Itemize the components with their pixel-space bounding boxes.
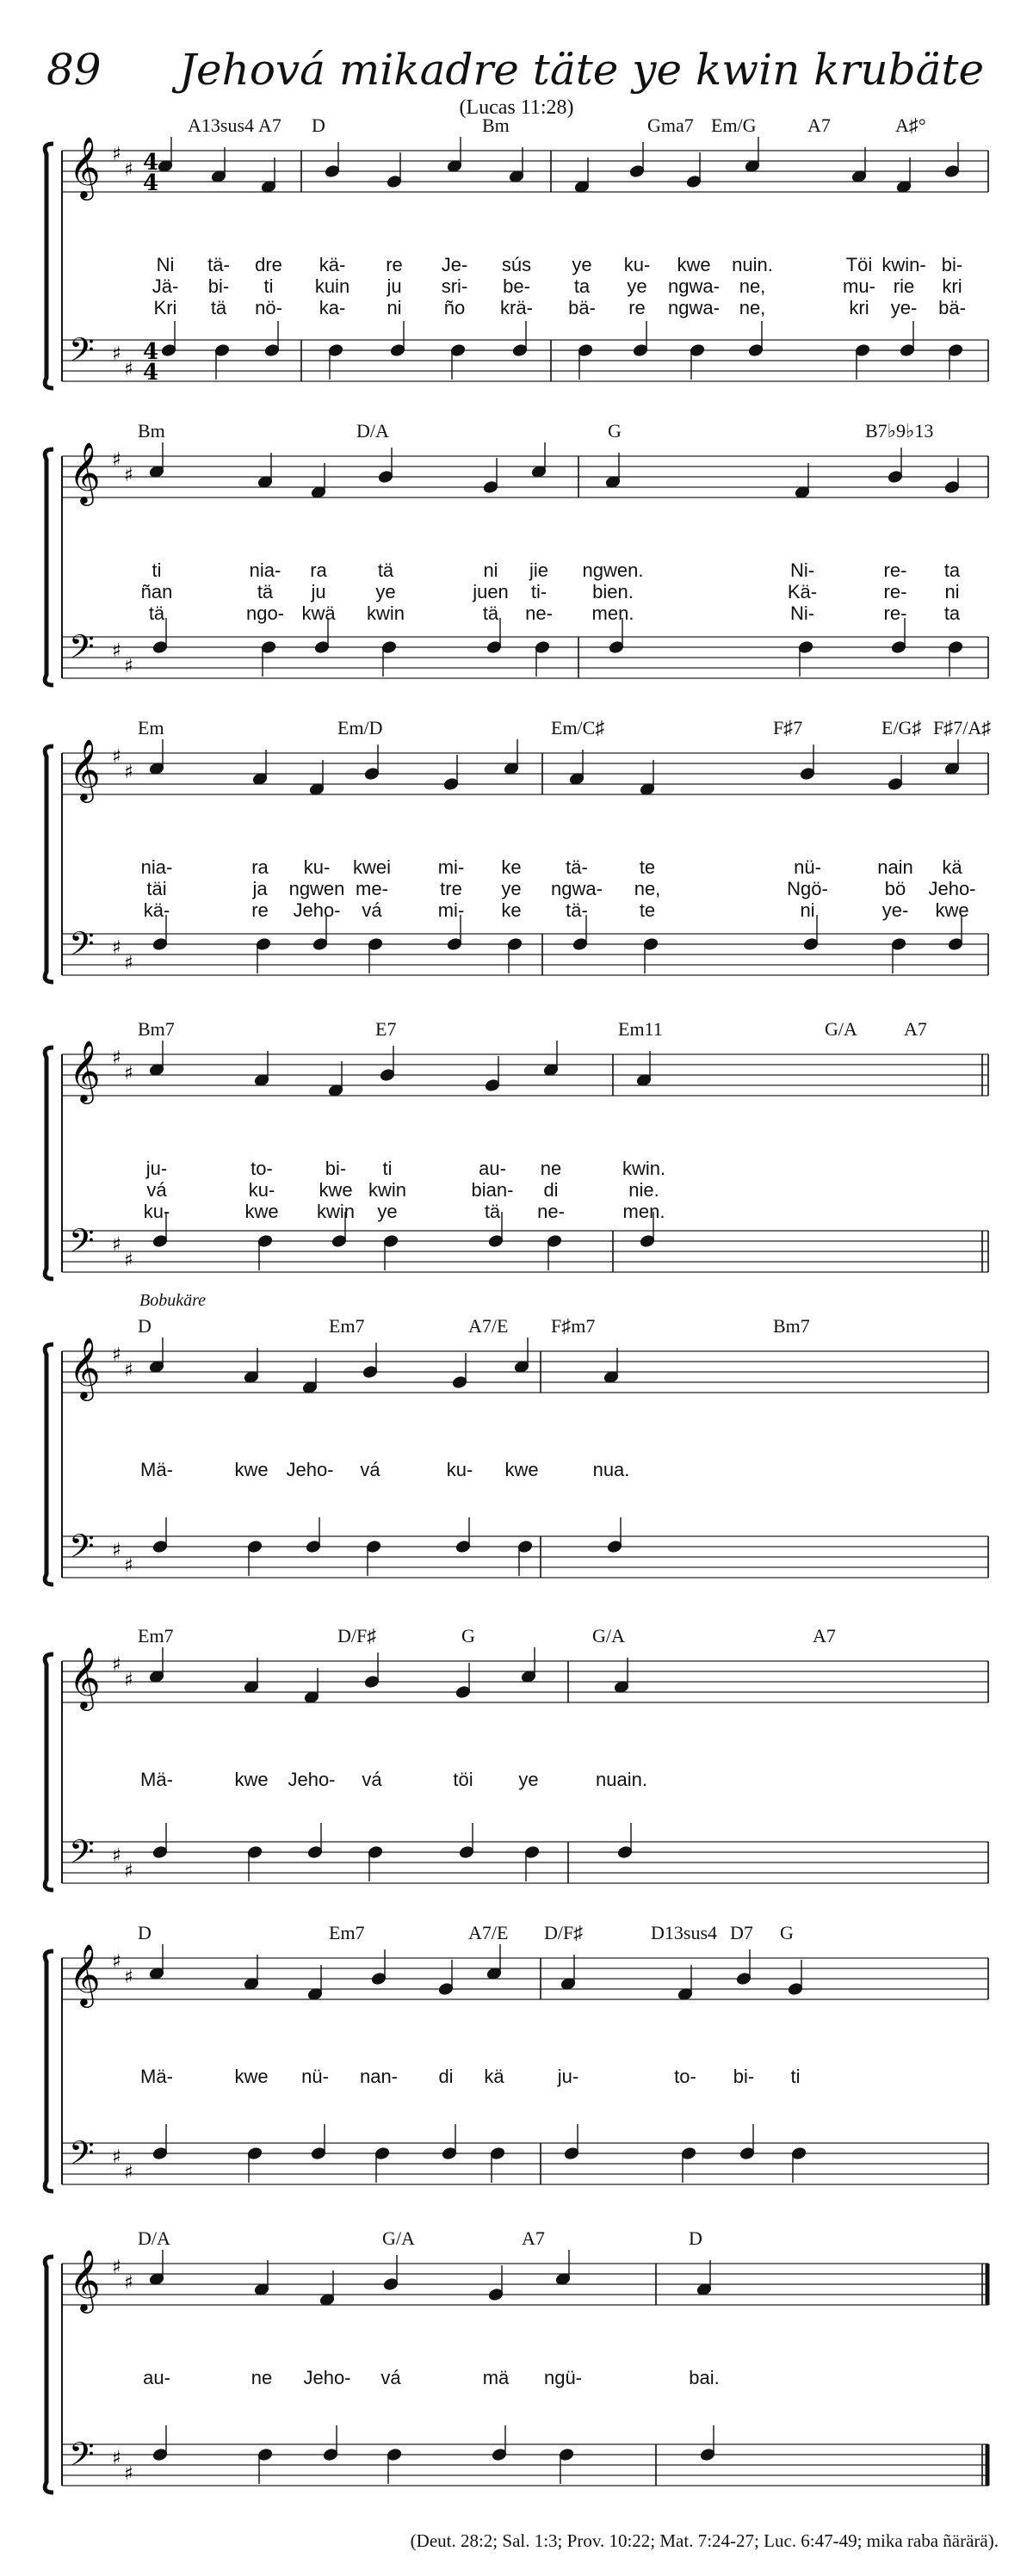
chord-symbol: Gma7 — [647, 114, 694, 136]
lyric-syllable: Mä- — [140, 1459, 173, 1480]
lyric-syllable: tä — [377, 559, 394, 581]
bass-clef-icon: 𝄢 — [69, 924, 95, 971]
lyric-syllable: kuin — [314, 275, 350, 297]
system-bracket — [45, 2257, 53, 2493]
lyric-syllable: ngwen. — [582, 559, 644, 581]
chord-symbol: F♯7/A♯ — [933, 717, 992, 738]
sharp-icon: ♯ — [124, 2272, 133, 2294]
lyric-syllable: bi- — [325, 1158, 347, 1179]
lyric-syllable: nuin. — [732, 254, 773, 275]
lyric-syllable: krä- — [500, 297, 533, 318]
lyric-syllable: ra — [251, 856, 269, 878]
lyric-syllable: kwe — [234, 1459, 269, 1480]
lyric-syllable: Mä- — [140, 1769, 173, 1790]
chord-symbol: Em/D — [337, 717, 383, 738]
lyric-syllable: ku- — [303, 856, 331, 878]
lyric-syllable: ta — [573, 275, 591, 297]
lyric-syllable: Ni — [156, 254, 175, 275]
lyric-syllable: men. — [622, 1201, 665, 1222]
chord-symbol: A7/E — [468, 1315, 509, 1337]
chord-symbol: D — [138, 1315, 152, 1337]
lyric-syllable: ne, — [739, 275, 766, 297]
chord-symbol: A7 — [522, 2227, 545, 2249]
lyric-syllable: nü- — [301, 2066, 329, 2087]
lyric-syllable: ne- — [525, 602, 553, 624]
sharp-icon: ♯ — [124, 762, 133, 783]
lyric-syllable: men. — [591, 602, 634, 624]
lyric-syllable: tä — [482, 602, 499, 624]
lyric-syllable: Kri — [153, 297, 177, 318]
lyric-syllable: to- — [674, 2066, 696, 2087]
lyric-syllable: juen — [473, 581, 509, 602]
lyric-syllable: kri — [942, 275, 962, 297]
lyric-syllable: sri- — [441, 275, 468, 297]
lyric-syllable: vá — [360, 1459, 380, 1480]
sharp-icon: ♯ — [124, 1250, 133, 1271]
lyric-syllable: tä — [484, 1201, 501, 1222]
sharp-icon: ♯ — [124, 465, 133, 486]
sharp-icon: ♯ — [112, 1845, 121, 1867]
lyric-syllable: tä — [148, 602, 165, 624]
lyric-syllable: ti — [152, 559, 162, 581]
sharp-icon: ♯ — [112, 343, 121, 365]
lyric-syllable: kwe — [234, 2066, 269, 2087]
lyric-syllable: ngwen — [288, 878, 345, 899]
lyric-syllable: ne, — [634, 878, 661, 899]
lyric-syllable: Ni- — [789, 602, 815, 624]
sharp-icon: ♯ — [124, 359, 133, 380]
bass-clef-icon: 𝄢 — [69, 1527, 95, 1573]
lyric-syllable: bö — [884, 878, 906, 899]
lyric-syllable: ño — [443, 297, 466, 318]
bass-note — [257, 2448, 273, 2484]
bass-note — [323, 2425, 338, 2462]
chord-symbol: D7 — [730, 1922, 753, 1943]
lyric-syllable: kwei — [352, 856, 392, 878]
section-label: Bobukäre — [139, 1291, 207, 1310]
lyric-syllable: kä — [484, 2066, 504, 2087]
chord-symbol: Em — [138, 717, 164, 738]
sharp-icon: ♯ — [112, 1654, 121, 1676]
lyric-syllable: jie — [529, 559, 549, 581]
lyric-syllable: nua. — [592, 1459, 630, 1480]
bass-clef-icon: 𝄢 — [69, 1221, 95, 1268]
chord-symbol: E/G♯ — [881, 717, 922, 738]
lyric-syllable: nan- — [359, 2066, 399, 2087]
lyric-syllable: Töi — [845, 254, 873, 275]
sharp-icon: ♯ — [112, 1951, 121, 1973]
sharp-icon: ♯ — [112, 746, 121, 768]
bass-clef-icon: 𝄢 — [69, 2435, 95, 2481]
lyric-syllable: ngwa- — [551, 878, 603, 899]
lyric-syllable: ti- — [530, 581, 547, 602]
lyric-syllable: kwe — [935, 899, 969, 921]
chord-symbol: D/A — [138, 2227, 170, 2249]
lyric-syllable: ti — [790, 2066, 801, 2087]
lyric-syllable: Ngö- — [787, 878, 828, 899]
chord-symbol: D — [138, 1922, 152, 1943]
lyric-syllable: kri — [849, 297, 869, 318]
bass-note — [492, 2425, 507, 2462]
treble-staff — [62, 2264, 988, 2305]
lyric-syllable: nuain. — [596, 1769, 647, 1790]
lyric-syllable: nö- — [255, 297, 282, 318]
lyric-syllable: ñan — [140, 581, 173, 602]
lyric-syllable: ku- — [143, 1201, 170, 1222]
bass-clef-icon: 𝄢 — [69, 1832, 95, 1879]
lyric-syllable: ju — [387, 275, 402, 297]
lyric-syllable: bä- — [938, 297, 966, 318]
chord-symbol: G/A — [382, 2227, 415, 2249]
treble-clef-icon: 𝄞 — [69, 1646, 101, 1708]
chord-symbol: Bm — [482, 114, 510, 136]
lyric-syllable: nie. — [628, 1179, 659, 1201]
lyric-syllable: kwä — [301, 602, 336, 624]
lyric-syllable: kwin. — [622, 1158, 666, 1179]
lyric-syllable: ni — [944, 581, 960, 602]
bass-note — [700, 2425, 715, 2462]
hymn-title: Jehová mikadre täte ye kwin krubäte — [179, 45, 985, 95]
scripture-reference: (Lucas 11:28) — [459, 96, 574, 119]
melody-note — [555, 2250, 571, 2286]
melody-note — [696, 2260, 712, 2296]
lyric-syllable: bi- — [941, 254, 963, 275]
sharp-icon: ♯ — [124, 2162, 133, 2184]
lyric-syllable: ku- — [623, 254, 651, 275]
lyric-syllable: ju — [311, 581, 326, 602]
lyric-syllable: täi — [146, 878, 167, 899]
lyric-syllable: ye- — [881, 899, 909, 921]
lyric-syllable: ne- — [537, 1201, 565, 1222]
lyric-syllable: ngü- — [543, 2367, 583, 2388]
lyric-syllable: te — [639, 899, 656, 921]
lyric-syllable: tä — [257, 581, 274, 602]
melody-note — [254, 2260, 269, 2296]
bass-clef-icon: 𝄢 — [69, 330, 95, 377]
sharp-icon: ♯ — [124, 159, 133, 181]
lyric-syllable: Jeho- — [303, 2367, 351, 2388]
lyric-syllable: ni — [483, 559, 498, 581]
lyric-syllable: au- — [479, 1158, 506, 1179]
sharp-icon: ♯ — [112, 2147, 121, 2168]
lyric-syllable: re- — [883, 602, 907, 624]
lyric-syllable: kwin — [368, 1179, 407, 1201]
lyric-syllable: ngwa- — [668, 297, 720, 318]
treble-clef-icon: 𝄞 — [69, 441, 101, 503]
chord-symbol: A7 — [807, 114, 831, 136]
sharp-icon: ♯ — [124, 1670, 133, 1691]
lyric-syllable: ngwa- — [668, 275, 720, 297]
lyric-syllable: bien. — [592, 581, 634, 602]
lyric-syllable: ye — [572, 254, 592, 275]
sharp-icon: ♯ — [112, 1234, 121, 1256]
lyric-syllable: nain — [877, 856, 913, 878]
lyric-syllable: kä — [942, 856, 962, 878]
lyric-syllable: vá — [380, 2367, 401, 2388]
sharp-icon: ♯ — [112, 449, 121, 471]
lyric-syllable: kwe — [244, 1201, 279, 1222]
lyric-syllable: rie — [893, 275, 915, 297]
chord-symbol: D/A — [356, 420, 389, 442]
lyric-syllable: re- — [883, 559, 907, 581]
chord-symbol: Em/C♯ — [551, 717, 605, 738]
sharp-icon: ♯ — [124, 1555, 133, 1577]
lyric-syllable: re- — [883, 581, 907, 602]
lyric-syllable: Jeho- — [928, 878, 976, 899]
lyric-syllable: ngo- — [245, 602, 285, 624]
lyric-syllable: kwe — [319, 1179, 353, 1201]
time-signature: 4 — [143, 360, 159, 386]
lyric-syllable: nia- — [249, 559, 281, 581]
chord-symbol: D — [312, 114, 325, 136]
chord-symbol: Em11 — [618, 1018, 663, 1040]
chord-symbol: A13sus4 — [188, 114, 255, 136]
chord-symbol: F♯m7 — [551, 1315, 596, 1337]
chord-symbol: G/A — [592, 1625, 625, 1646]
lyric-syllable: nü- — [794, 856, 821, 878]
lyric-syllable: tä- — [207, 254, 230, 275]
lyric-syllable: Kä- — [787, 581, 818, 602]
lyric-syllable: be- — [503, 275, 530, 297]
lyric-syllable: kä- — [319, 254, 346, 275]
lyric-syllable: bä- — [568, 297, 596, 318]
lyric-syllable: ta — [943, 559, 961, 581]
sharp-icon: ♯ — [124, 656, 133, 677]
footer-references: (Deut. 28:2; Sal. 1:3; Prov. 10:22; Mat. 7:24-27; Luc. 6:47-49; mika raba ñärärä). — [410, 2530, 999, 2551]
lyric-syllable: kwe — [504, 1459, 539, 1480]
lyric-syllable: bi- — [207, 275, 230, 297]
lyric-syllable: Jeho- — [286, 1459, 334, 1480]
lyric-syllable: ye — [627, 275, 647, 297]
chord-symbol: Bm7 — [138, 1018, 175, 1040]
chord-symbol: A7 — [904, 1018, 927, 1040]
lyric-syllable: ta — [943, 602, 961, 624]
treble-clef-icon: 𝄞 — [69, 1039, 101, 1102]
lyric-syllable: Je- — [441, 254, 468, 275]
chord-symbol: D — [689, 2227, 702, 2249]
lyric-syllable: ka- — [319, 297, 346, 318]
sharp-icon: ♯ — [124, 1360, 133, 1381]
bass-clef-icon: 𝄢 — [69, 2134, 95, 2180]
lyric-syllable: bian- — [471, 1179, 514, 1201]
treble-clef-icon: 𝄞 — [69, 135, 101, 198]
lyric-syllable: ju- — [145, 1158, 168, 1179]
sharp-icon: ♯ — [124, 953, 133, 974]
chord-symbol: Em7 — [329, 1922, 365, 1943]
sharp-icon: ♯ — [112, 640, 121, 662]
lyric-syllable: ye — [518, 1769, 539, 1790]
lyric-syllable: nia- — [140, 856, 173, 878]
treble-clef-icon: 𝄞 — [69, 1943, 101, 2005]
sharp-icon: ♯ — [124, 1861, 133, 1882]
bass-clef-icon: 𝄢 — [69, 627, 95, 674]
lyric-syllable: te — [639, 856, 656, 878]
chord-symbol: G/A — [825, 1018, 857, 1040]
lyric-syllable: Ni- — [789, 559, 815, 581]
hymn-number: 89 — [46, 45, 102, 95]
time-signature: 4 — [143, 170, 159, 196]
lyric-syllable: kwin- — [881, 254, 926, 275]
lyric-syllable: mi- — [437, 856, 465, 878]
bass-staff — [62, 2444, 988, 2486]
lyric-syllable: ye — [501, 878, 522, 899]
chord-symbol: G — [780, 1922, 794, 1943]
lyric-syllable: Mä- — [140, 2066, 173, 2087]
lyric-syllable: ke — [501, 856, 522, 878]
chord-symbol: B7♭9♭13 — [865, 420, 934, 442]
treble-clef-icon: 𝄞 — [69, 1336, 101, 1399]
lyric-syllable: re — [628, 297, 646, 318]
treble-clef-icon: 𝄞 — [69, 738, 101, 800]
sharp-icon: ♯ — [124, 2463, 133, 2485]
lyric-syllable: töi — [453, 1769, 473, 1790]
lyric-syllable: ye — [377, 1201, 398, 1222]
bass-note — [559, 2448, 574, 2484]
bass-note — [387, 2448, 402, 2484]
lyric-syllable: bi- — [733, 2066, 755, 2087]
lyric-syllable: ku- — [446, 1459, 473, 1480]
lyric-syllable: au- — [143, 2367, 170, 2388]
lyric-syllable: ne — [540, 1158, 562, 1179]
chord-symbol: D13sus4 — [651, 1922, 718, 1943]
lyric-syllable: ra — [310, 559, 327, 581]
sharp-icon: ♯ — [112, 1344, 121, 1366]
lyric-syllable: mi- — [437, 899, 465, 921]
lyric-syllable: tä- — [566, 899, 588, 921]
lyric-syllable: vá — [362, 899, 382, 921]
lyric-syllable: mu- — [843, 275, 875, 297]
sharp-icon: ♯ — [112, 2257, 121, 2278]
lyric-syllable: ti — [263, 275, 274, 297]
lyric-syllable: kwe — [677, 254, 711, 275]
lyric-syllable: ye — [375, 581, 396, 602]
lyric-syllable: to- — [251, 1158, 273, 1179]
lyric-syllable: re — [386, 254, 403, 275]
sharp-icon: ♯ — [112, 1540, 121, 1561]
lyric-syllable: vá — [362, 1769, 382, 1790]
melody-note — [319, 2270, 335, 2307]
lyric-syllable: mä — [482, 2367, 510, 2388]
melody-note — [149, 2250, 164, 2286]
lyric-syllable: di — [543, 1179, 559, 1201]
lyric-syllable: kä- — [143, 899, 170, 921]
chord-symbol: A7 — [258, 114, 281, 136]
lyric-syllable: ne, — [739, 297, 766, 318]
lyric-syllable: dre — [255, 254, 282, 275]
lyric-syllable: kwin — [366, 602, 405, 624]
lyric-syllable: tre — [440, 878, 462, 899]
lyric-syllable: ju- — [557, 2066, 579, 2087]
chord-symbol: D/F♯ — [544, 1922, 584, 1943]
lyric-syllable: ye- — [890, 297, 918, 318]
chord-symbol: Bm — [138, 420, 165, 442]
lyric-syllable: vá — [146, 1179, 167, 1201]
lyric-syllable: sús — [501, 254, 532, 275]
lyric-syllable: ni — [800, 899, 815, 921]
chord-symbol: Bm7 — [773, 1315, 810, 1337]
lyric-syllable: kwe — [234, 1769, 269, 1790]
chord-symbol: F♯7 — [773, 717, 803, 738]
lyric-syllable: re — [251, 899, 269, 921]
lyric-syllable: ku- — [248, 1179, 275, 1201]
lyric-syllable: ja — [252, 878, 268, 899]
sharp-icon: ♯ — [112, 937, 121, 959]
lyric-syllable: ni — [387, 297, 402, 318]
chord-symbol: Em7 — [329, 1315, 365, 1337]
chord-symbol: A7/E — [468, 1922, 509, 1943]
lyric-syllable: ti — [382, 1158, 393, 1179]
sharp-icon: ♯ — [124, 1967, 133, 1988]
time-signature: 4 — [143, 150, 159, 176]
lyric-syllable: Jä- — [152, 275, 179, 297]
chord-symbol: D/F♯ — [337, 1625, 377, 1646]
melody-note — [383, 2255, 399, 2291]
chord-symbol: G — [461, 1625, 475, 1646]
lyric-syllable: ke — [501, 899, 522, 921]
lyric-syllable: kwin — [316, 1201, 356, 1222]
lyric-syllable: Jeho- — [288, 1769, 336, 1790]
sharp-icon: ♯ — [112, 2448, 121, 2469]
chord-symbol: Em/G — [711, 114, 757, 136]
chord-symbol: Em7 — [138, 1625, 174, 1646]
lyric-syllable: ne — [251, 2367, 273, 2388]
chord-symbol: E7 — [375, 1018, 397, 1040]
bass-note — [152, 2425, 168, 2462]
chord-symbol: G — [608, 420, 622, 442]
lyric-syllable: me- — [356, 878, 388, 899]
sharp-icon: ♯ — [112, 144, 121, 165]
lyric-syllable: bai. — [689, 2367, 720, 2388]
time-signature: 4 — [143, 339, 159, 365]
sharp-icon: ♯ — [124, 1063, 133, 1084]
lyric-syllable: di — [438, 2066, 454, 2087]
lyric-syllable: tä — [210, 297, 227, 318]
lyric-syllable: tä- — [566, 856, 588, 878]
sharp-icon: ♯ — [112, 1047, 121, 1069]
treble-clef-icon: 𝄞 — [69, 2248, 101, 2311]
chord-symbol: A7 — [813, 1625, 836, 1646]
lyric-syllable: Jeho- — [293, 899, 341, 921]
chord-symbol: A♯° — [895, 114, 926, 136]
melody-note — [488, 2265, 504, 2301]
